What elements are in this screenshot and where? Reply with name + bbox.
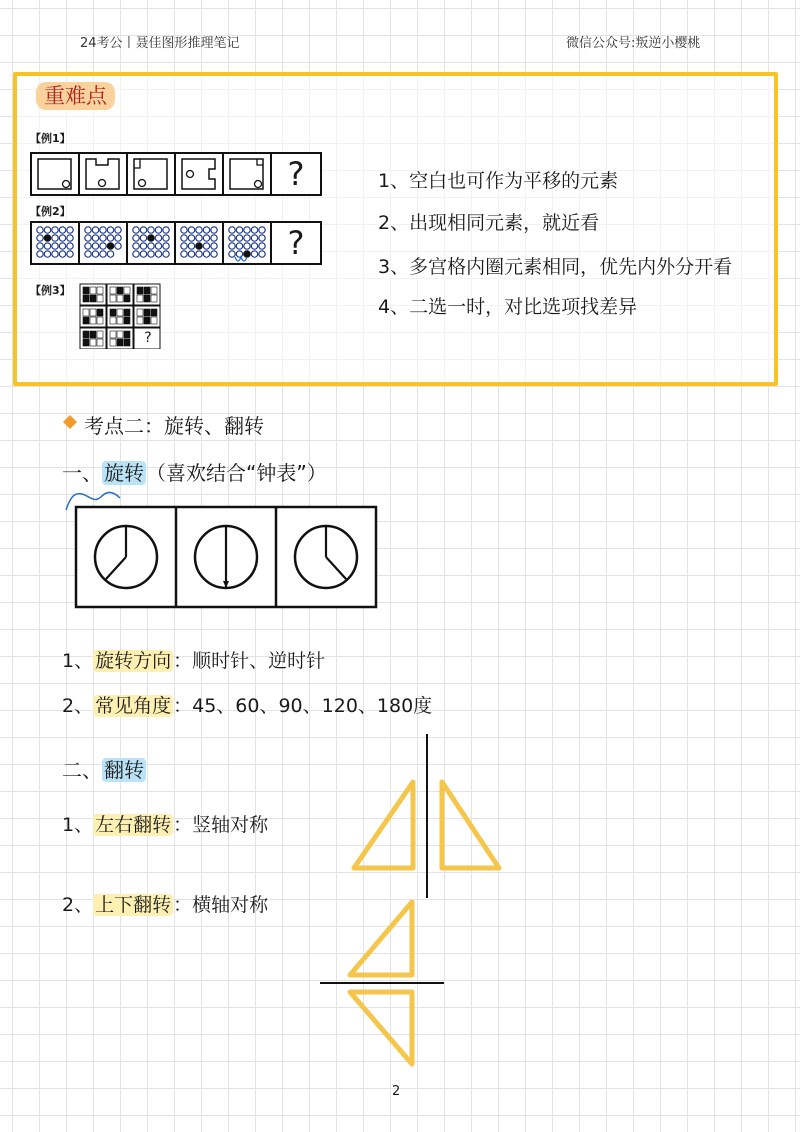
pattern-circle — [188, 251, 194, 257]
grid-square — [97, 339, 103, 346]
topic-two-title: 考点二：旋转、翻转 — [84, 414, 264, 438]
grid-square — [90, 331, 96, 338]
pattern-circle — [211, 251, 217, 257]
grid-square — [97, 317, 103, 324]
grid-square — [90, 309, 96, 316]
grid-square — [151, 317, 157, 324]
example-3-question-mark: ? — [144, 330, 152, 346]
grid-square — [83, 317, 89, 324]
pattern-circle — [67, 227, 73, 233]
pattern-circle — [181, 251, 187, 257]
grid-square — [83, 331, 89, 338]
pattern-circle — [115, 235, 121, 241]
pattern-circle — [59, 243, 65, 249]
flip-point-1: 1、 左右翻转 ：竖轴对称 — [62, 814, 269, 836]
grid-square — [151, 309, 157, 316]
grid-square — [83, 287, 89, 294]
grid-square — [83, 295, 89, 302]
pattern-circle — [107, 227, 113, 233]
pattern-circle — [92, 243, 98, 249]
pattern-circle — [92, 227, 98, 233]
pattern-circle — [236, 251, 242, 257]
pattern-circle — [100, 235, 106, 241]
pattern-circle — [229, 227, 235, 233]
pattern-circle — [236, 243, 242, 249]
pattern-circle — [236, 227, 242, 233]
pattern-circle — [163, 251, 169, 257]
pattern-circle — [259, 227, 265, 233]
pattern-circle — [155, 243, 161, 249]
pattern-circle — [211, 235, 217, 241]
pattern-circle — [163, 235, 169, 241]
pattern-circle — [85, 251, 91, 257]
grid-square — [90, 287, 96, 294]
grid-square — [117, 331, 123, 338]
pattern-circle — [85, 235, 91, 241]
example-3-label: 【例3】 — [30, 284, 71, 297]
pattern-circle — [44, 243, 50, 249]
grid-square — [117, 295, 123, 302]
page-number: 2 — [392, 1084, 401, 1099]
grid-square — [144, 317, 150, 324]
grid-square — [117, 287, 123, 294]
pattern-circle — [196, 227, 202, 233]
grid-square — [124, 295, 130, 302]
grid-square — [83, 309, 89, 316]
pattern-circle — [203, 243, 209, 249]
pattern-circle — [140, 235, 146, 241]
pattern-circle — [259, 243, 265, 249]
grid-square — [110, 317, 116, 324]
pattern-circle — [229, 243, 235, 249]
horizontal-axis-flip — [320, 902, 444, 1064]
grid-square — [151, 287, 157, 294]
pattern-circle — [44, 251, 50, 257]
pattern-circle — [100, 243, 106, 249]
rotation-prefix: 一、 — [62, 461, 102, 485]
pattern-circle — [67, 243, 73, 249]
rotation-title: 旋转 — [104, 461, 144, 485]
grid-square — [144, 295, 150, 302]
pattern-circle — [229, 235, 235, 241]
pattern-circle — [148, 235, 154, 241]
pattern-circle — [92, 235, 98, 241]
example-1-label: 【例1】 — [30, 132, 71, 145]
grid-square — [97, 295, 103, 302]
pattern-circle — [37, 243, 43, 249]
pattern-circle — [196, 243, 202, 249]
pattern-circle — [44, 235, 50, 241]
grid-square — [97, 309, 103, 316]
pattern-circle — [133, 251, 139, 257]
pattern-circle — [52, 235, 58, 241]
pattern-circle — [211, 227, 217, 233]
grid-square — [83, 339, 89, 346]
pattern-circle — [251, 243, 257, 249]
pattern-circle — [155, 227, 161, 233]
pattern-circle — [115, 227, 121, 233]
pattern-circle — [100, 227, 106, 233]
grid-square — [124, 287, 130, 294]
pattern-circle — [244, 251, 250, 257]
pattern-circle — [92, 251, 98, 257]
grid-square — [90, 339, 96, 346]
flip-title: 翻转 — [104, 758, 144, 782]
pattern-circle — [244, 227, 250, 233]
pattern-circle — [244, 243, 250, 249]
rotation-point-2: 2、 常见角度 ：45、60、90、120、180度 — [62, 695, 433, 717]
grid-square — [117, 309, 123, 316]
pattern-circle — [251, 251, 257, 257]
key-points-title: 重难点 — [36, 80, 115, 110]
pattern-circle — [211, 243, 217, 249]
diamond-bullet-icon — [62, 414, 78, 430]
grid-square — [137, 295, 143, 302]
grid-square — [90, 317, 96, 324]
header-right: 微信公众号:叛逆小樱桃 — [566, 36, 701, 51]
grid-square — [97, 287, 103, 294]
vertical-axis-flip — [354, 734, 499, 898]
pattern-circle — [107, 243, 113, 249]
flip-triangles-figure — [318, 730, 508, 1072]
pattern-circle — [188, 227, 194, 233]
grid-square — [137, 309, 143, 316]
flip-point-2: 2、 上下翻转 ：横轴对称 — [62, 894, 269, 916]
grid-square — [110, 287, 116, 294]
pattern-circle — [52, 251, 58, 257]
pattern-circle — [244, 235, 250, 241]
pattern-circle — [67, 235, 73, 241]
grid-square — [137, 287, 143, 294]
pattern-circle — [229, 251, 235, 257]
grid-square — [110, 331, 116, 338]
pattern-circle — [181, 227, 187, 233]
grid-square — [144, 309, 150, 316]
example-1-question-mark: ? — [287, 155, 305, 193]
pattern-circle — [163, 243, 169, 249]
rotation-heading — [62, 457, 327, 486]
pattern-circle — [140, 227, 146, 233]
flip-prefix: 二、 — [62, 758, 102, 782]
header-left: 24考公丨聂佳图形推理笔记 — [80, 36, 240, 51]
pattern-circle — [133, 243, 139, 249]
pattern-circle — [140, 243, 146, 249]
grid-square — [124, 309, 130, 316]
pattern-circle — [196, 235, 202, 241]
tip-2: 2、出现相同元素，就近看 — [378, 212, 600, 234]
pattern-circle — [181, 235, 187, 241]
grid-square — [117, 317, 123, 324]
pattern-circle — [155, 251, 161, 257]
pattern-circle — [259, 251, 265, 257]
pattern-circle — [52, 243, 58, 249]
pattern-circle — [181, 243, 187, 249]
clock-rotation-figure — [74, 505, 378, 609]
pattern-circle — [203, 251, 209, 257]
pattern-circle — [155, 235, 161, 241]
example-2-label: 【例2】 — [30, 205, 71, 218]
pattern-circle — [140, 251, 146, 257]
pattern-circle — [100, 251, 106, 257]
rotation-point-1: 1、 旋转方向 ：顺时针、逆时针 — [62, 650, 326, 672]
pattern-circle — [107, 251, 113, 257]
rotation-note: （喜欢结合“钟表”） — [146, 461, 327, 485]
grid-square — [90, 295, 96, 302]
pattern-circle — [236, 235, 242, 241]
grid-square — [124, 317, 130, 324]
pattern-circle — [133, 235, 139, 241]
grid-square — [124, 331, 130, 338]
grid-square — [110, 339, 116, 346]
pattern-circle — [203, 227, 209, 233]
pattern-circle — [37, 227, 43, 233]
pattern-circle — [251, 227, 257, 233]
pattern-circle — [52, 227, 58, 233]
pattern-circle — [37, 235, 43, 241]
grid-square — [124, 339, 130, 346]
pattern-circle — [148, 227, 154, 233]
pattern-circle — [107, 235, 113, 241]
pattern-circle — [188, 243, 194, 249]
pattern-circle — [203, 235, 209, 241]
grid-square — [144, 287, 150, 294]
pattern-circle — [163, 227, 169, 233]
pattern-circle — [67, 251, 73, 257]
pattern-circle — [59, 227, 65, 233]
pattern-circle — [188, 235, 194, 241]
tip-3: 3、多宫格内圈元素相同，优先内外分开看 — [378, 256, 733, 278]
grid-square — [110, 295, 116, 302]
grid-square — [97, 331, 103, 338]
example-2-question-mark: ? — [287, 224, 305, 262]
tip-4: 4、二选一时，对比选项找差异 — [378, 296, 638, 318]
pattern-circle — [44, 227, 50, 233]
pattern-circle — [59, 235, 65, 241]
pattern-circle — [85, 243, 91, 249]
pattern-circle — [148, 243, 154, 249]
grid-square — [137, 317, 143, 324]
pattern-circle — [115, 243, 121, 249]
pattern-circle — [37, 251, 43, 257]
pattern-circle — [148, 251, 154, 257]
pattern-circle — [85, 227, 91, 233]
tip-1: 1、空白也可作为平移的元素 — [378, 170, 619, 192]
flip-heading — [62, 754, 146, 783]
pattern-circle — [251, 235, 257, 241]
pattern-circle — [196, 251, 202, 257]
pattern-circle — [259, 235, 265, 241]
grid-square — [110, 309, 116, 316]
grid-square — [151, 295, 157, 302]
pattern-circle — [133, 227, 139, 233]
pattern-circle — [59, 251, 65, 257]
grid-square — [117, 339, 123, 346]
